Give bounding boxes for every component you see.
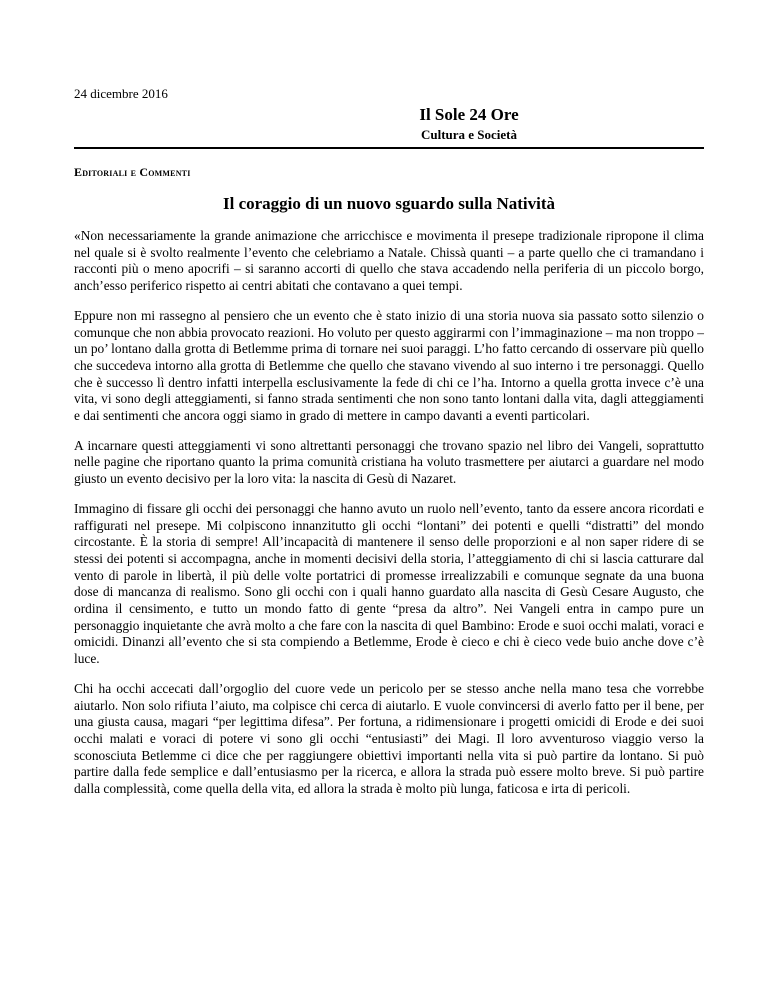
article-title: Il coraggio di un nuovo sguardo sulla Natività [222,194,556,213]
category-label: Editoriali e Commenti [74,165,191,179]
section-name: Cultura e Società [420,127,518,142]
masthead-divider [74,147,704,149]
article-body [74,228,704,798]
publication-date: 24 dicembre 2016 [74,86,168,101]
masthead [74,104,704,143]
article-paragraph: Chi ha occhi accecati dall’orgoglio del cuore vede un pericolo per se stesso anche nella mano tesa che vorrebbe aiutarlo. Non solo rifiuta l’aiuto, ma colpisce chi cerca di aiutarlo. E vuole convincersi di averlo fatto per il bene, per una giusta causa, magari “per legittima difesa”. Per fortuna, a ridimensionare i progetti omicidi di Erode e dei suoi occhi malati e voraci di potere vi sono gli occhi “entusiasti” dei Magi. Il loro avventuroso viaggio verso la sconosciuta Betlemme ci dice che per raggiungere obiettivi importanti nella vita si può partire da lontano. Si può partire dalla fede semplice e dall’entusiasmo per la ricerca, e allora la strada può essere molto breve. Si può partire dalla complessità, come quella della vita, ed allora la strada è molto più lunga, faticosa e irta di pericoli. [74,680,704,797]
article-paragraph: A incarnare questi atteggiamenti vi sono altrettanti personaggi che trovano spazio nel libro dei Vangeli, soprattutto nelle pagine che riportano quanto la prima comunità cristiana ha voluto trasmettere per aiutarci a guardare nel modo giusto un evento decisivo per la loro vita: la nascita di Gesù di Nazaret. [74,437,704,487]
article-paragraph: Eppure non mi rassegno al pensiero che un evento che è stato inizio di una storia nuova sia passato sotto silenzio o comunque che non abbia provocato reazioni. Ho voluto per questo aggirarmi con l’immaginazione – ma non troppo – un po’ lontano dalla grotta di Betlemme prima di tornare nei suoi paraggi. L’ho fatto cercando di osservare più quello che succedeva intorno alla grotta di Betlemme che quello che stavano vivendo al suo interno i tre personaggi. Quello che è successo lì dentro infatti interpella esclusivamente la fede di chi ce l’ha. Intorno a quella grotta invece c’è una vita, vi sono degli atteggiamenti, si fanno strada sentimenti che non sono tanto lontani dalla vita, dagli atteggiamenti e dai sentimenti che ancora oggi siamo in grado di mettere in campo davanti a eventi particolari. [74,307,704,424]
article-paragraph: Immagino di fissare gli occhi dei personaggi che hanno avuto un ruolo nell’evento, tanto da essere ancora ricordati e raffigurati nel presepe. Mi colpiscono innanzitutto gli occhi “lontani” dei potenti e quelli “distratti” del mondo circostante. È la storia di sempre! All’incapacità di mantenere il senso delle proporzioni e al non saper ridere di se stessi dei potenti si accompagna, anche in momenti decisivi della storia, l’atteggiamento di chi si lascia catturare dal vento di parole in libertà, il più delle volte portatrici di promesse irrealizzabili e comunque segnate da una buona dose di mancanza di realismo. Sono gli occhi con i quali hanno guardato alla nascita di Gesù Cesare Augusto, che ordina il censimento, e tutto un mondo fatto di gente “presa da altro”. Nei Vangeli entra in campo pure un personaggio inquietante che avrà molto a che fare con la nascita di quel Bambino: Erode e suoi occhi malati, voraci e omicidi. Dinanzi all’evento che si sta compiendo a Betlemme, Erode è cieco e chi è cieco vede buio anche dove c’è luce. [74,500,704,667]
article-paragraph: «Non necessariamente la grande animazione che arricchisce e movimenta il presepe tradizionale ripropone il clima nel quale si è svolto realmente l’evento che celebriamo a Natale. Chissà quanti – a parte quello che ci tramandano i racconti più o meno apocrifi – si saranno accorti di quello che stava accadendo nella periferia di un piccolo borgo, anch’esso periferico rispetto ai centri abitati che contavano a quei tempi. [74,228,704,294]
newspaper-name: Il Sole 24 Ore [419,105,519,124]
